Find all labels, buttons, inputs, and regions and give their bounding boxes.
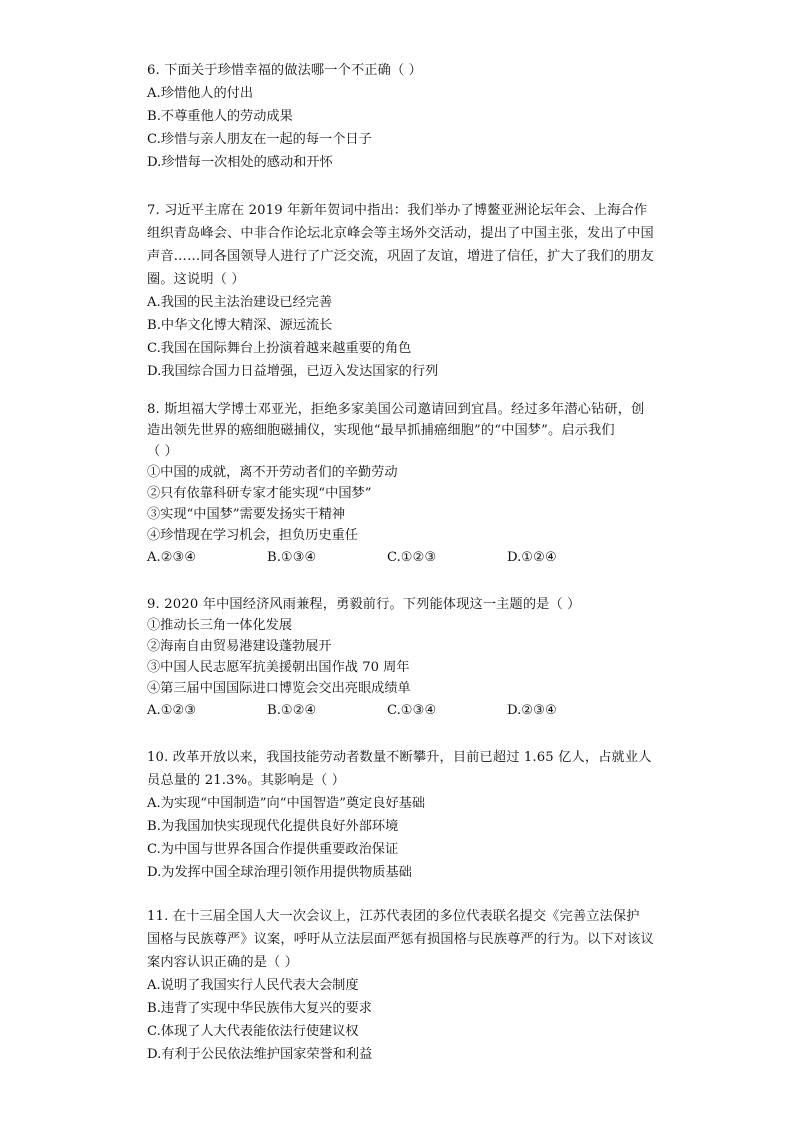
option-a: A.珍惜他人的付出 — [147, 86, 254, 101]
choice-d: D.②③④ — [507, 703, 557, 718]
stem-line: 7. 习近平主席在 2019 年新年贺词中指出：我们举办了博鳌亚洲论坛年会、上海合作 — [147, 203, 648, 218]
stem-line: 案内容认识正确的是（ ） — [147, 955, 299, 970]
option-b: B.不尊重他人的劳动成果 — [147, 109, 293, 124]
question-7 — [147, 199, 654, 383]
item-3: ③实现“中国梦”需要发扬实干精神 — [147, 507, 346, 522]
option-c: C.为中国与世界各国合作提供重要政治保证 — [147, 842, 399, 857]
question-8 — [147, 399, 647, 569]
option-c: C.体现了人大代表能依法行使建议权 — [147, 1024, 359, 1039]
stem-line: （ ） — [147, 444, 179, 459]
option-b: B.中华文化博大精深、源远流长 — [147, 318, 333, 333]
option-d: D.为发挥中国全球治理引领作用提供物质基础 — [147, 865, 412, 880]
question-stem — [147, 399, 647, 462]
choice-d: D.①②④ — [507, 550, 557, 565]
stem-line: 造出领先世界的癌细胞磁捕仪，实现他“最早抓捕癌细胞”的“中国梦”。启示我们 — [147, 423, 615, 438]
stem-line: 圈。这说明（ ） — [147, 272, 245, 287]
item-2: ②海南自由贸易港建设蓬勃展开 — [147, 639, 332, 654]
option-c: C.珍惜与亲人朋友在一起的每一个日子 — [147, 132, 372, 147]
stem-line: 声音……同各国领导人进行了广泛交流，巩固了友谊，增进了信任，扩大了我们的朋友 — [147, 249, 654, 264]
question-stem — [147, 746, 652, 792]
item-4: ④珍惜现在学习机会，担负历史重任 — [147, 528, 358, 543]
stem-line: 员总量的 21.3%。其影响是（ ） — [147, 773, 346, 788]
question-9 — [147, 594, 647, 722]
choice-row — [147, 546, 647, 569]
choice-b: B.①②④ — [267, 703, 317, 718]
option-a: A.我国的民主法治建设已经完善 — [147, 295, 333, 310]
choice-c: C.①②③ — [387, 550, 437, 565]
choice-c: C.①③④ — [387, 703, 437, 718]
item-1: ①推动长三角一体化发展 — [147, 618, 293, 633]
item-2: ②只有依靠科研专家才能实现“中国梦” — [147, 486, 372, 501]
question-6 — [147, 59, 647, 174]
stem-line: 9. 2020 年中国经济风雨兼程，勇毅前行。下列能体现这一主题的是（ ） — [147, 597, 581, 612]
question-stem — [147, 594, 647, 615]
question-stem — [147, 199, 654, 291]
stem-line: 10. 改革开放以来，我国技能劳动者数量不断攀升，目前已超过 1.65 亿人，占就业人 — [147, 750, 652, 765]
item-3: ③中国人民志愿军抗美援朝出国作战 70 周年 — [147, 660, 410, 675]
question-stem — [147, 905, 654, 974]
stem-line: 组织青岛峰会、中非合作论坛北京峰会等主场外交活动，提出了中国主张，发出了中国 — [147, 226, 654, 241]
option-d: D.珍惜每一次相处的感动和开怀 — [147, 155, 333, 170]
stem-line: 国格与民族尊严》议案，呼吁从立法层面严惩有损国格与民族尊严的行为。以下对该议 — [147, 932, 654, 947]
choice-a: A.①②③ — [147, 703, 197, 718]
option-a: A.为实现“中国制造”向“中国智造”奠定良好基础 — [147, 796, 426, 811]
choice-row — [147, 699, 647, 722]
option-d: D.有利于公民依法维护国家荣誉和利益 — [147, 1047, 373, 1062]
option-a: A.说明了我国实行人民代表大会制度 — [147, 978, 359, 993]
stem-line: 11. 在十三届全国人大一次会议上，江苏代表团的多位代表联名提交《完善立法保护 — [147, 909, 640, 924]
option-c: C.我国在国际舞台上扮演着越来越重要的角色 — [147, 341, 412, 356]
option-b: B.违背了实现中华民族伟大复兴的要求 — [147, 1001, 372, 1016]
item-1: ①中国的成就，离不开劳动者们的辛勤劳动 — [147, 465, 398, 480]
option-d: D.我国综合国力日益增强，已迈入发达国家的行列 — [147, 364, 439, 379]
question-11 — [147, 905, 654, 1066]
stem-line: 8. 斯坦福大学博士邓亚光，拒绝多家美国公司邀请回到宜昌。经过多年潜心钻研，创 — [147, 402, 645, 417]
question-stem — [147, 59, 647, 82]
question-10 — [147, 746, 652, 884]
choice-b: B.①③④ — [267, 550, 317, 565]
stem-line: 6. 下面关于珍惜幸福的做法哪一个不正确（ ） — [147, 63, 422, 78]
option-b: B.为我国加快实现现代化提供良好外部环境 — [147, 819, 399, 834]
choice-a: A.②③④ — [147, 550, 197, 565]
item-4: ④第三届中国国际进口博览会交出亮眼成绩单 — [147, 681, 411, 696]
